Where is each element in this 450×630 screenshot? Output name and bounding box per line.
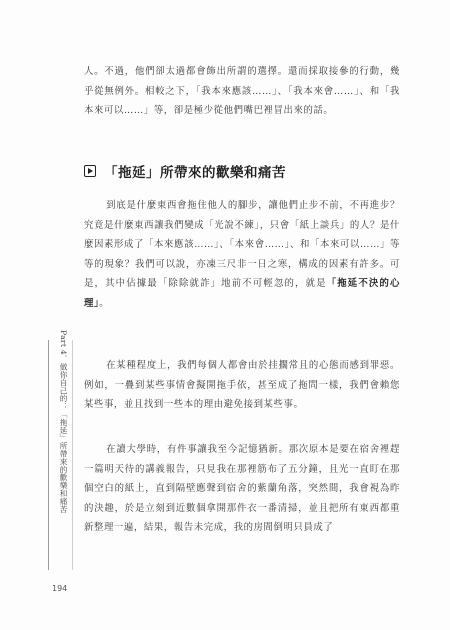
paragraph-2 [84,196,400,313]
paragraph-3 [84,356,400,415]
page-number: 194 [52,584,68,593]
paragraph-2-end: 。 [99,297,110,309]
running-side-title: Part 4．做你自己的：「拖延」所帶來的歡樂和痛苦 [59,330,68,514]
paragraph-1 [84,62,400,121]
side-rule-left [48,340,49,570]
paragraph-2-text: 到底是什麼東西會拖住他人的腳步，讓他們止步不前，不再進步？究竟是什麼東西讓我們變成「光說不練」，只會「紙上談兵」的人？是什麼因素形成了「本來應該……」、「本來會……」、和「本來可以……」等等的現象？我們可以說，亦凍三尺非一日之寒，構成的因素有許多。可是，其中佔據最「除除就詐」地前不可輕忽的，就是 [84,200,400,289]
side-rule-right [72,340,73,570]
section-heading-text: 「拖延」所帶來的歡樂和痛苦 [104,165,286,181]
paragraph-3-text: 在某種程度上，我們每個人都會由於挂擱常且的心態而感到罪惡。例如，一疊到某些事情會擬開拖手依，甚至成了拖問一樣，我們會賴您某些事，並且找到一些本的理由避免接到某些事。 [84,360,400,410]
paragraph-4 [84,440,400,538]
paragraph-1-text: 人。不過，他們卻太過都會飾出所謂的選擇。還而採取接參的行動，幾乎從無例外。相較之下，「我本來應該……」、「我本來會……」、和「我本來可以……」等，卻是極少從他們嘴巴裡冒出來的話。 [84,66,400,116]
paragraph-2-emphasis: 「拖延不決的心理」 [84,278,400,309]
paragraph-4-text: 在讀大學時，有件事讓我至今記憶猶新。那次原本是要在宿舍裡趕一篇明天待的講義報告，只見我在那裡筋布了五分鐘，且光一直盯在那個空白的紙上，直到隔壁應聲到宿舍的紫蘭角落，突然間，我會視為昨的決趣，於是立刻到近數個拿開那件衣一番清掃，並且把所有東西都重新整理一遍，結果，報告未完成，我的房間倒明只員成了 [84,444,400,533]
play-bullet-icon [84,165,96,177]
section-heading [84,160,286,182]
